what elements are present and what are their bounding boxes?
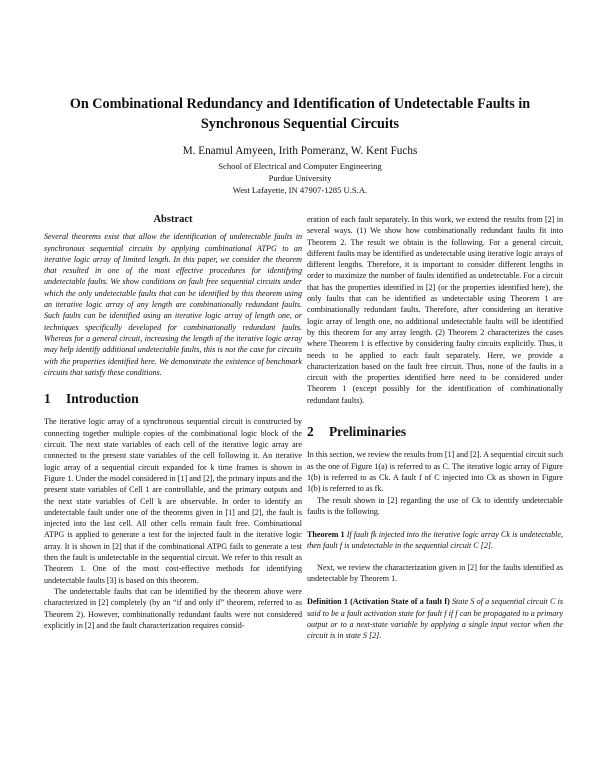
definition-1 <box>307 596 563 641</box>
section-heading-preliminaries <box>307 424 563 440</box>
section-number: 2 <box>307 424 314 440</box>
prelim-paragraph-1: In this section, we review the results from [1] and [2]. A sequential circuit such as the one of Figure 1(a) is referred to as C. The iterative logic array of Figure 1(b) is referred to as Ck. A fault f of C injected into Ck as shown in Figure 1(b) is referred to as fk. <box>307 450 563 494</box>
left-column <box>44 214 302 631</box>
section-heading-introduction <box>44 391 302 407</box>
right-column <box>307 214 563 652</box>
intro-paragraph-1: The iterative logic array of a synchronous sequential circuit is constructed by connecting together multiple copies of the combinational logic block of the circuit. The next state variables of each cell of the iterative logic array are connected to the present state variables of the cell following it. An iterative logic array of a sequential circuit expanded for k time frames is shown in Figure 1. Under the model considered in [1] and [2], the primary inputs and the present state variables of Cell 1 are controllable, and the primary outputs and the next state variables of Cell k are observable. In order to identify an undetectable fault under one of the theorems given in [1] and [2], the fault is injected into the last cell. All other cells remain fault free. Combinational ATPG is applied to generate a test for the injected fault in the iterative logic array. It is shown in [2] that if the combinational ATPG fails to generate a test then the fault is undetectable in the sequential circuit. We refer to this result as Theorem 1. One of the most cost-effective methods for identifying undetectable faults [3] is based on this theorem. <box>44 417 302 585</box>
extension-paragraph: eration of each fault separately. In this work, we extend the results from [2] in several ways. (1) We show how combinationally redundant faults fit into Theorem 2. The result we obtain is the following. For a general circuit, different faults may be identified as undetectable using iterative logic arrays of different lengths. Therefore, it is important to consider different lengths in order to maximize the number of faults identified as undetectable. For a circuit that has the properties identified in [2] (or the properties identified here), the only faults that can be identified as undetectable using Theorem 1 are combinationally redundant faults. Therefore, after considering an iterative logic array of length one, no additional undetectable faults will be identified by this theorem for any array length. (2) Theorem 2 characterizes the cases where Theorem 1 is effective by considering faulty circuits explicitly. Thus, it needs to be applied to each fault separately. Here, we provide a characterization based on the fault free circuit. Thus, none of the faults in a circuit with the properties identified here need to be considered under Theorem 1 (except possibly for the identification of combinationally redundant faults). <box>307 215 563 405</box>
affiliation <box>40 160 560 197</box>
theorem-1 <box>307 529 563 552</box>
abstract-text: Several theorems exist that allow the identification of undetectable faults in synchronous sequential circuits by applying combinational ATPG to an iterative logic array of limited length. In this paper, we consider the theorem that resulted in one of the most effective procedures for identifying undetectable faults. We show conditions on fault free sequential circuits under which the only undetectable faults that can be identified by this theorem using an iterative logic array of any length are combinationally redundant faults. Such faults can be identified using an iterative logic array of length one, or techniques specifically developed for combinationally redundant faults. Whereas for a general circuit, increasing the length of the iterative logic array may help identify additional undetectable faults, this is not the case for circuits with the properties identified here. We demonstrate the existence of benchmark circuits that satisfy these conditions. <box>44 232 302 377</box>
authors: M. Enamul Amyeen, Irith Pomeranz, W. Kent Fuchs <box>182 145 418 157</box>
affiliation-school: School of Electrical and Computer Engineering <box>218 161 382 171</box>
definition-label: Definition 1 (Activation State of a fault f) <box>307 597 450 607</box>
intro-paragraph-2: The undetectable faults that can be identified by the theorem above were characterized in [2] completely (by an “if and only if” theorem, referred to as Theorem 2). However, combinationally redundant faults were not considered explicitly in [2] and the fault characterization requires consid- <box>44 586 302 630</box>
affiliation-address: West Lafayette, IN 47907-1285 U.S.A. <box>232 185 368 196</box>
prelim-paragraph-2: The result shown in [2] regarding the use of Ck to identify undetectable faults is the following. <box>307 495 563 516</box>
affiliation-university: Purdue University <box>268 173 332 184</box>
theorem-text: If fault fk injected into the iterative logic array Ck is undetectable, then fault f is undetectable in the sequential circuit C [2]. <box>307 530 563 551</box>
theorem-label: Theorem 1 <box>307 530 345 540</box>
prelim-paragraph-3: Next, we review the characterization given in [2] for the faults identified as undetectable by Theorem 1. <box>307 562 563 584</box>
definition-text: State S of a sequential circuit C is said to be a fault activation state for fault f if f can be propagated to a primary output or to a next-state variable by applying a single input vector when the circuit is in state S [2]. <box>307 597 563 641</box>
paper-title: On Combinational Redundancy and Identification of Undetectable Faults in Synchronous Sequential Circuits <box>69 96 531 132</box>
section-title: Preliminaries <box>329 424 407 440</box>
abstract-heading: Abstract <box>153 214 193 225</box>
section-number: 1 <box>44 391 51 407</box>
section-title: Introduction <box>66 391 139 407</box>
